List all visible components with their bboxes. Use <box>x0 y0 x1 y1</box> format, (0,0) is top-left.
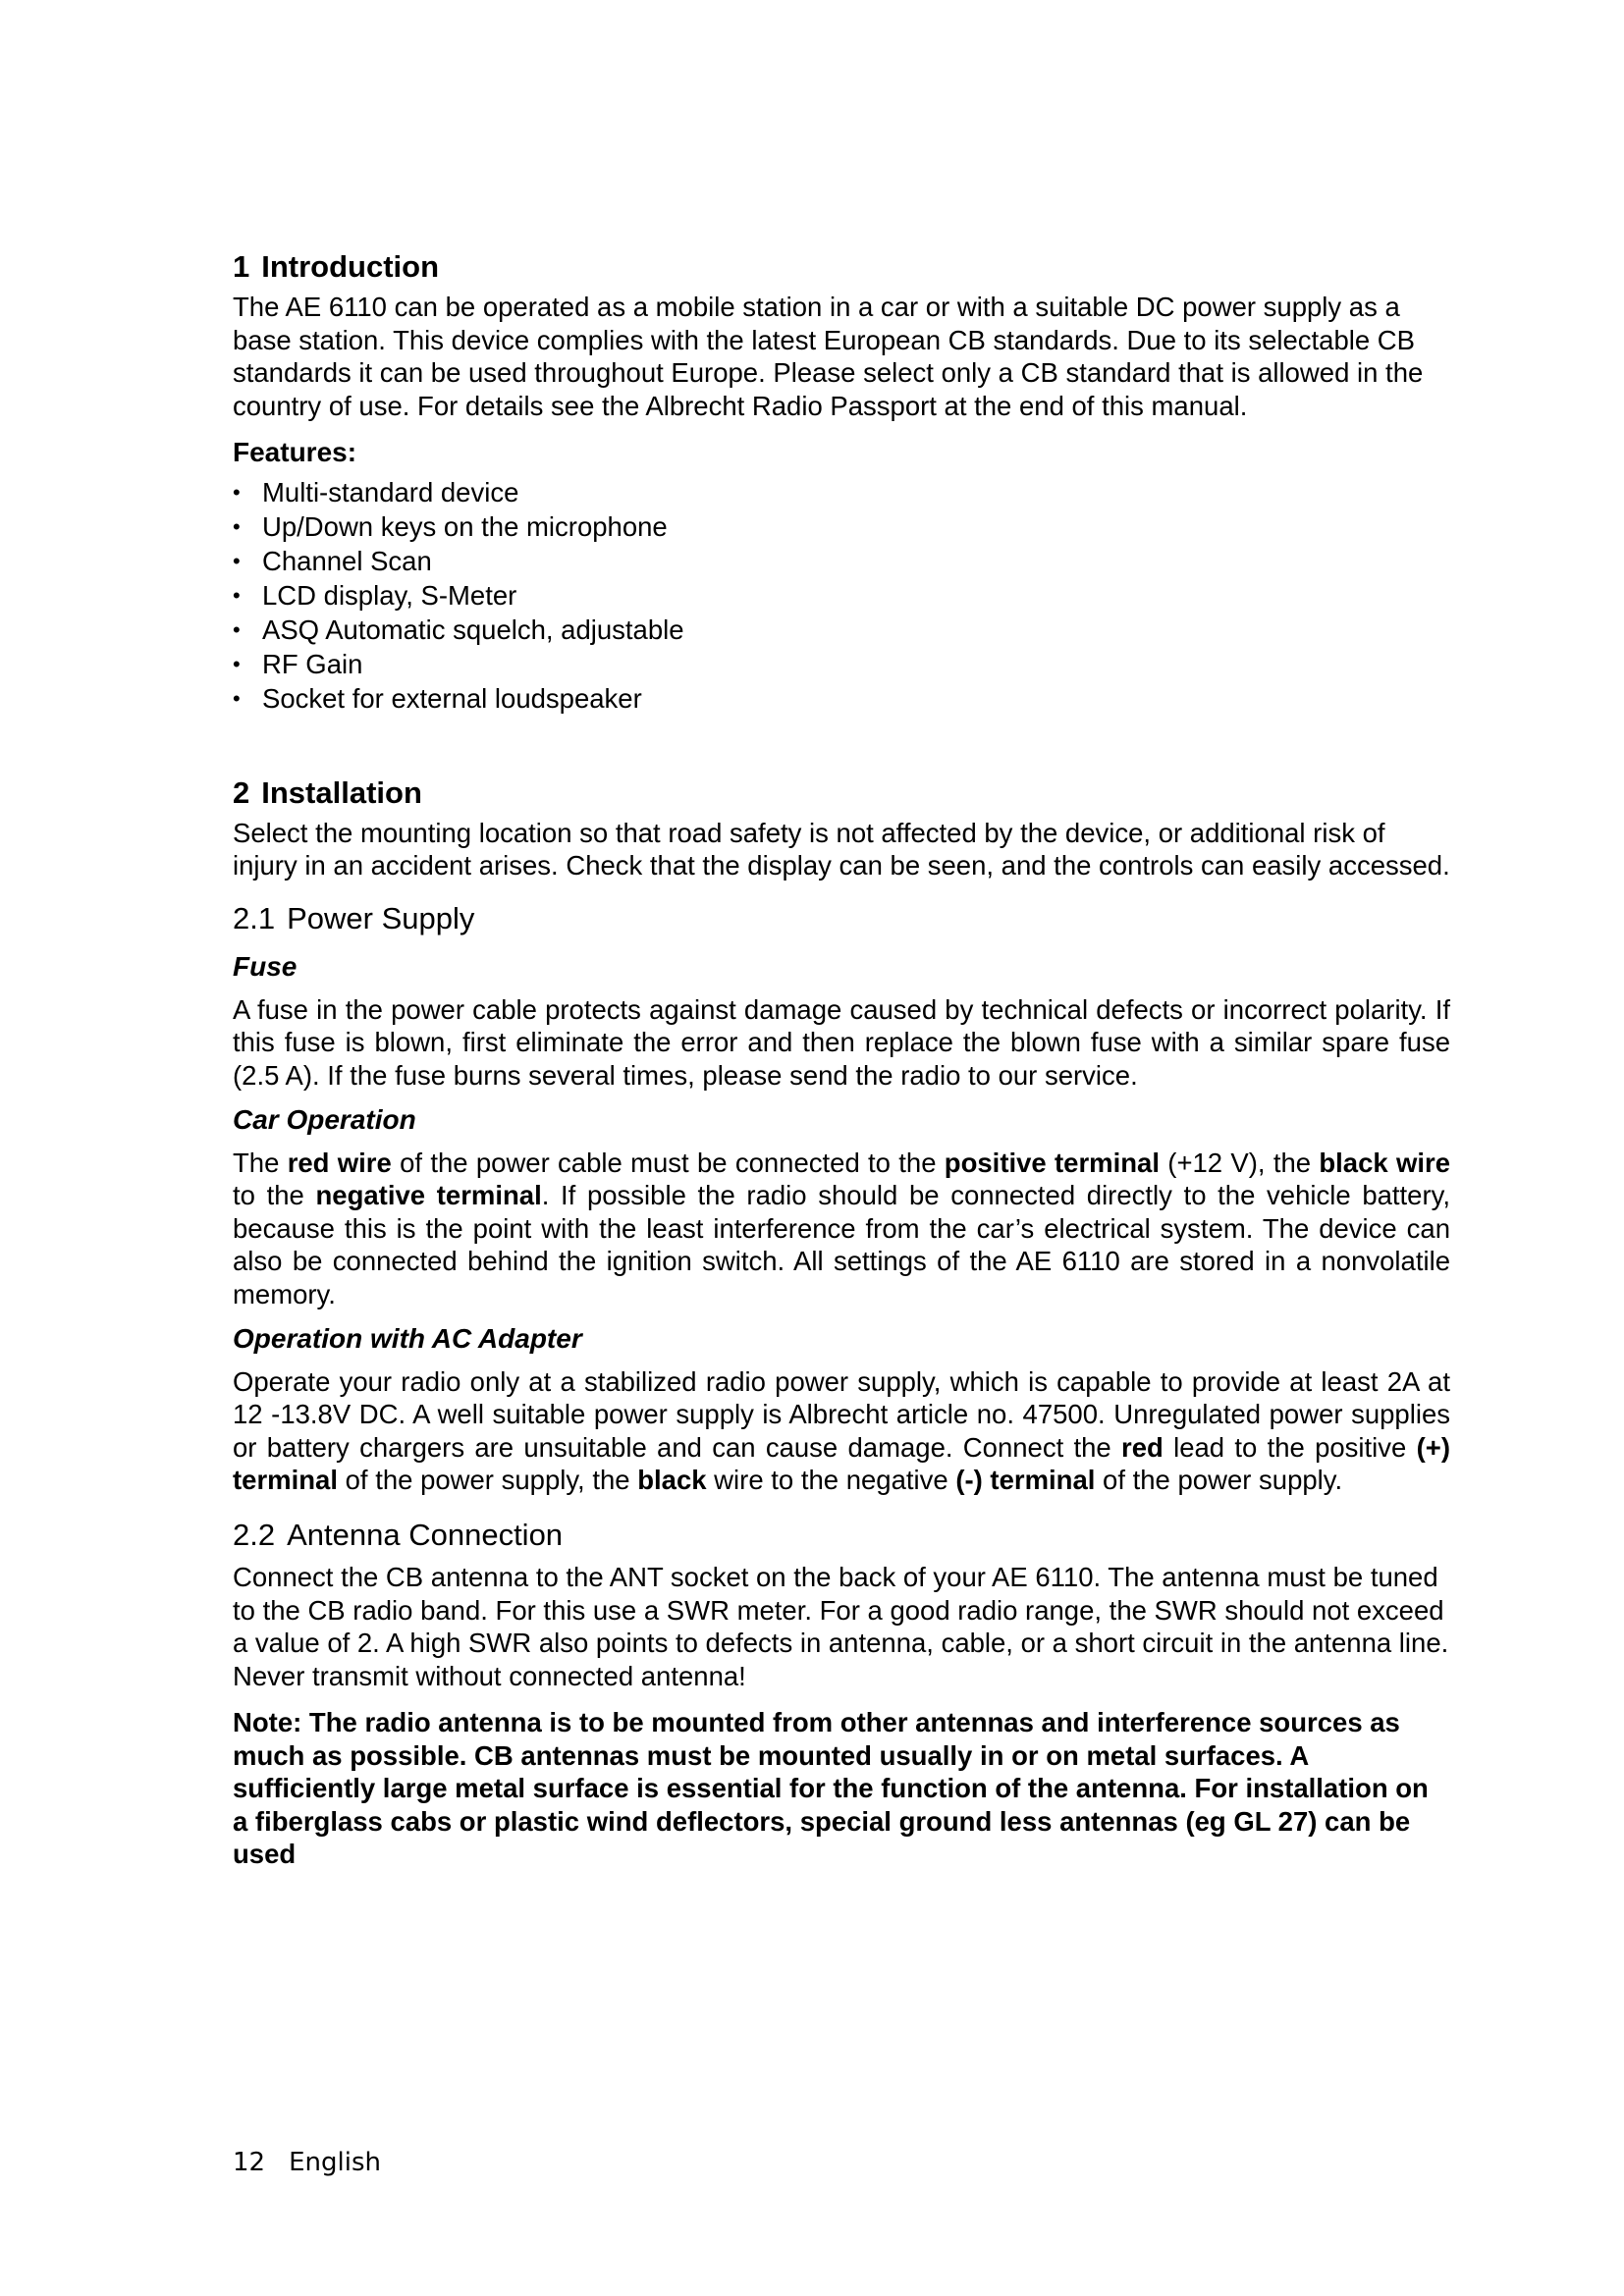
ac-adapter-heading: Operation with AC Adapter <box>233 1323 582 1355</box>
bullet-icon: • <box>233 651 241 676</box>
ac-adapter-paragraph: Operate your radio only at a stabilized radio power supply, which is capable to provide at least 2A at 12 -13.8V DC. A well suitable power supply is Albrecht article no. 47500. Unregulated power supplies or battery chargers are unsuitable and can cause damage. Connect the red lead to the positive (+) terminal of the power supply, the black wire to the negative (-) terminal of the power supply. <box>233 1365 1450 1496</box>
list-item: • Channel Scan <box>233 545 432 576</box>
list-item: • RF Gain <box>233 648 363 679</box>
bullet-icon: • <box>233 548 241 573</box>
features-label: Features: <box>233 437 357 468</box>
list-item: • Up/Down keys on the microphone <box>233 510 668 542</box>
antenna-note: Note: The radio antenna is to be mounted from other antennas and interference sources as much as possible. CB antennas must be mounted usually in or on metal surfaces. A sufficiently large metal surface is essential for the function of the antenna. For installation on a fiberglass cabs or plastic wind deflectors, special ground less antennas (eg GL 27) can be used <box>233 1707 1429 1870</box>
bullet-icon: • <box>233 616 241 642</box>
bullet-icon: • <box>233 479 241 505</box>
manual-page <box>233 248 1450 1871</box>
list-item: • LCD display, S-Meter <box>233 579 517 611</box>
page-number: 12 <box>233 2148 266 2177</box>
section-heading-installation: 2 Installation <box>233 774 422 810</box>
fuse-paragraph: A fuse in the power cable protects against damage caused by technical defects or incorrect polarity. If this fuse is blown, first eliminate the error and then replace the blown fuse with a similar spare fuse (2.5 A). If the fuse burns several times, please send the radio to our service. <box>233 993 1450 1091</box>
footer-language: English <box>289 2148 381 2177</box>
list-item: • Multi-standard device <box>233 476 519 507</box>
installation-paragraph: Select the mounting location so that road safety is not affected by the device, or additional risk of injury in an accident arises. Check that the display can be seen, and the controls can easily accessed. <box>233 817 1450 881</box>
fuse-heading: Fuse <box>233 951 298 983</box>
subsection-heading-power-supply: 2.1 Power Supply <box>233 900 475 935</box>
features-list <box>233 475 1450 716</box>
bullet-icon: • <box>233 685 241 711</box>
introduction-paragraph: The AE 6110 can be operated as a mobile station in a car or with a suitable DC power supply as a base station. This device complies with the latest European CB standards. Due to its selectable CB standards it can be used throughout Europe. Please select only a CB standard that is allowed in the country of use. For details see the Albrecht Radio Passport at the end of this manual. <box>233 292 1424 421</box>
list-item: • ASQ Automatic squelch, adjustable <box>233 614 684 645</box>
bullet-icon: • <box>233 513 241 539</box>
car-operation-heading: Car Operation <box>233 1104 416 1136</box>
page-footer <box>233 2148 381 2177</box>
section-heading-introduction: 1 Introduction <box>233 249 440 284</box>
subsection-heading-antenna: 2.2 Antenna Connection <box>233 1517 564 1552</box>
car-operation-paragraph: The red wire of the power cable must be connected to the positive terminal (+12 V), the black wire to the negative terminal. If possible the radio should be connected directly to the vehicle battery, because this is the point with the least interference from the car’s electrical system. The device can also be connected behind the ignition switch. All settings of the AE 6110 are stored in a nonvolatile memory. <box>233 1147 1450 1309</box>
bullet-icon: • <box>233 582 241 608</box>
antenna-paragraph: Connect the CB antenna to the ANT socket on the back of your AE 6110. The antenna must be tuned to the CB radio band. For this use a SWR meter. For a good radio range, the SWR should not exceed a value of 2. A high SWR also points to defects in antenna, cable, or a short circuit in the antenna line. Never transmit without connected antenna! <box>233 1562 1449 1691</box>
list-item: • Socket for external loudspeaker <box>233 682 642 714</box>
